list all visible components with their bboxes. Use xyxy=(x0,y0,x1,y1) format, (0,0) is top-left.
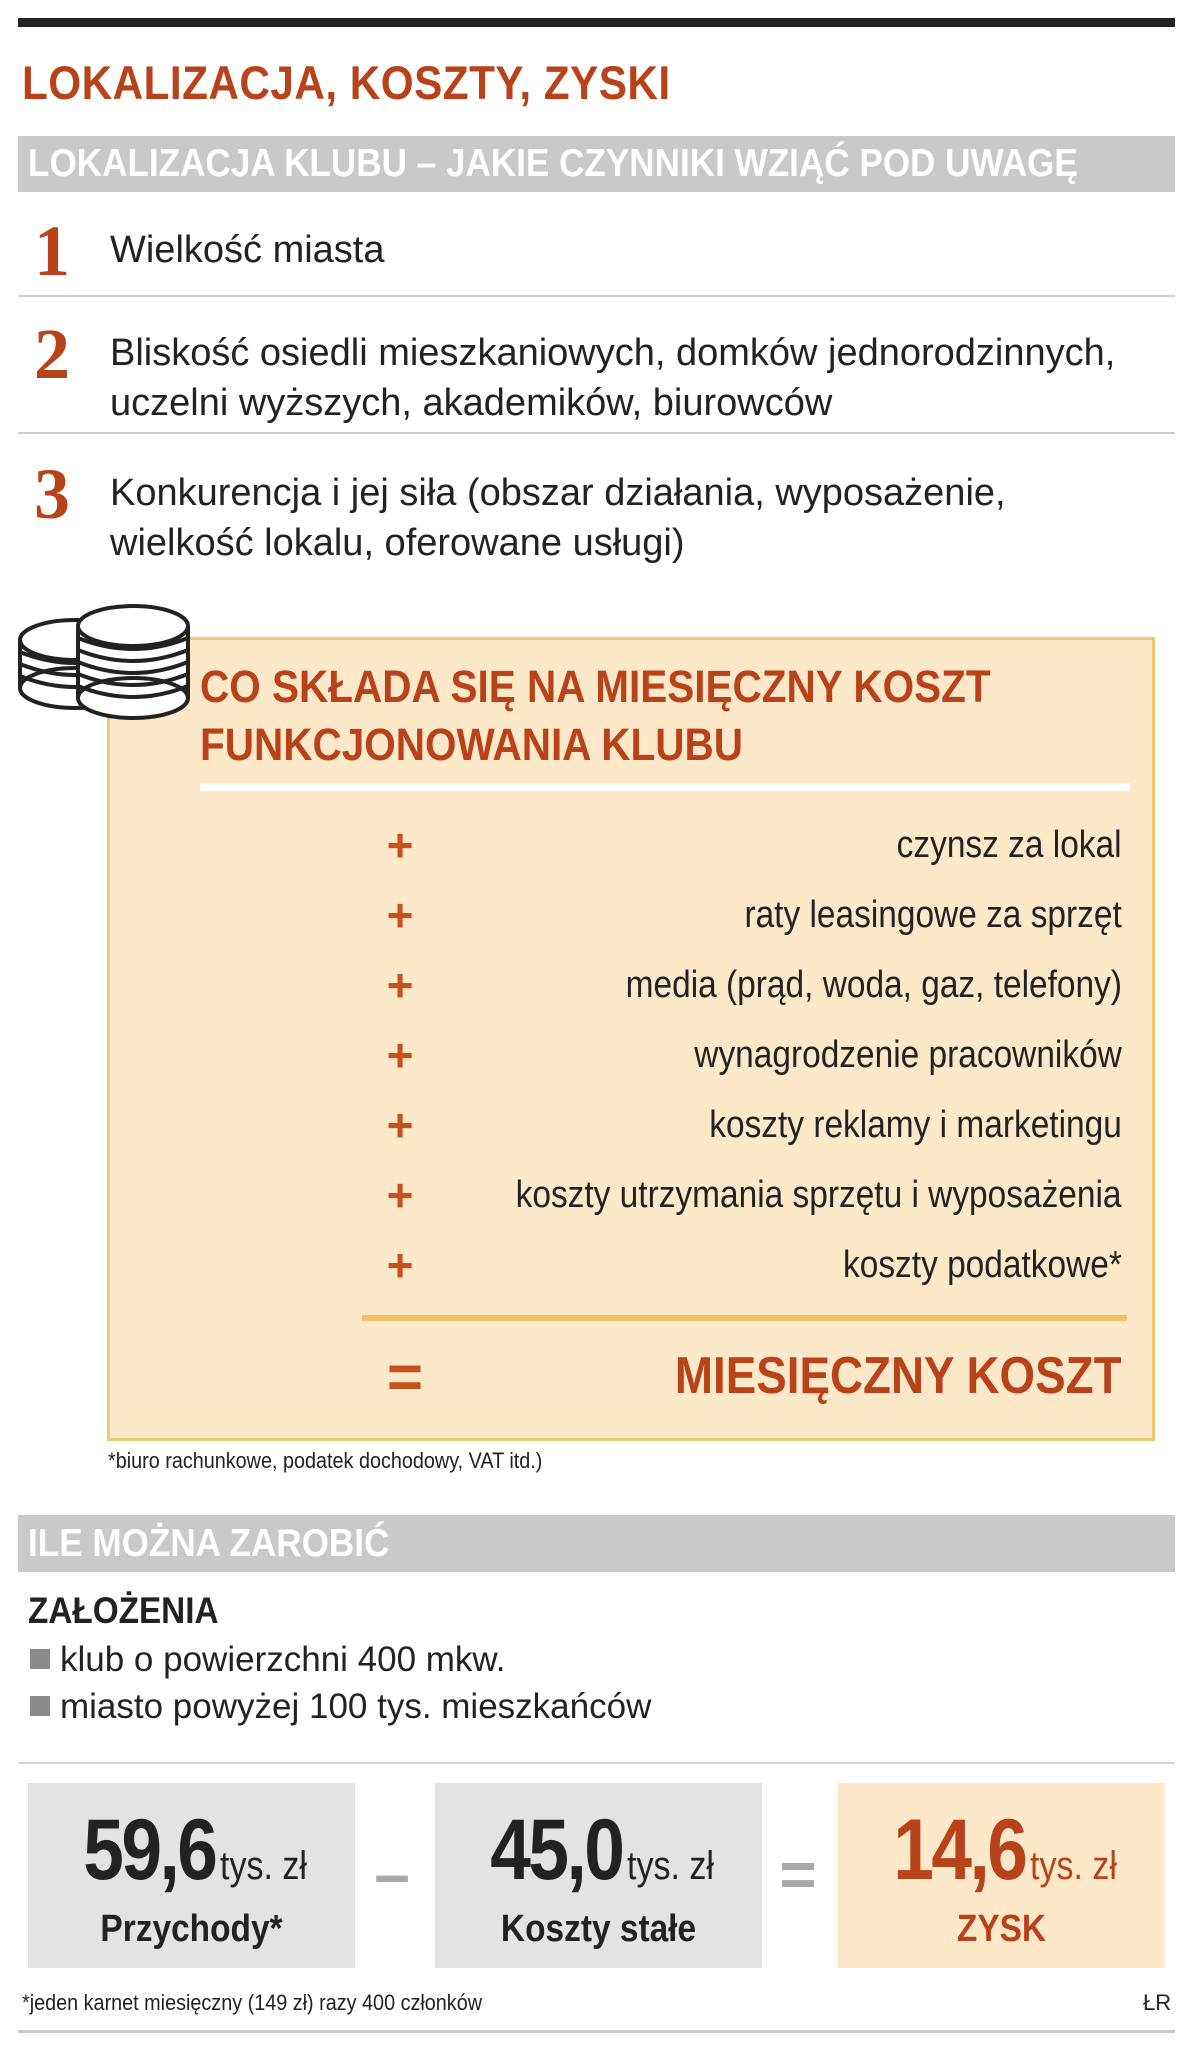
revenue-card xyxy=(28,1783,355,1968)
revenue-unit: tys. zł xyxy=(220,1844,308,1888)
factor-number: 1 xyxy=(34,211,70,291)
author-signature: ŁR xyxy=(1143,1990,1172,2015)
cost-item: raty leasingowe za sprzęt xyxy=(744,894,1122,936)
factor-item xyxy=(18,454,1175,570)
bottom-rule xyxy=(18,2030,1175,2033)
profit-unit: tys. zł xyxy=(1030,1844,1118,1888)
divider xyxy=(18,432,1175,434)
sum-rule xyxy=(362,1315,1127,1321)
factor-text: Bliskość osiedli mieszkaniowych, domków jednorodzinnych, uczelni wyższych, akademików, biurowców xyxy=(110,332,1116,424)
coins-icon xyxy=(14,598,194,738)
plus-icon: + xyxy=(386,1099,414,1151)
equals-icon: = xyxy=(386,1343,424,1412)
plus-icon: + xyxy=(386,959,414,1011)
earnings-footnote: *jeden karnet miesięczny (149 zł) razy 400 członków xyxy=(22,1990,483,2015)
plus-icon: + xyxy=(386,889,414,941)
divider xyxy=(18,295,1175,297)
fixed-costs-value: 45,0 xyxy=(490,1802,623,1898)
assumption-text: miasto powyżej 100 tys. mieszkańców xyxy=(60,1687,652,1726)
factor-number: 2 xyxy=(34,314,70,394)
profit-label: ZYSK xyxy=(956,1908,1047,1950)
divider xyxy=(18,1762,1175,1764)
fixed-costs-label: Koszty stałe xyxy=(500,1908,697,1950)
cost-title-line1: CO SKŁADA SIĘ NA MIESIĘCZNY KOSZT xyxy=(200,661,991,712)
top-rule xyxy=(18,18,1175,27)
earnings-section-heading xyxy=(18,1515,1175,1572)
page-title: LOKALIZACJA, KOSZTY, ZYSKI xyxy=(22,56,671,109)
earnings-section-heading-text: ILE MOŻNA ZAROBIĆ xyxy=(28,1521,390,1565)
fixed-costs-unit: tys. zł xyxy=(627,1844,715,1888)
factor-item xyxy=(18,314,1175,430)
cost-item: czynsz za lokal xyxy=(897,824,1122,866)
divider xyxy=(200,783,1130,791)
fixed-costs-card xyxy=(435,1783,762,1968)
profit-card xyxy=(838,1783,1165,1968)
factor-item xyxy=(18,211,1175,295)
assumption-item xyxy=(30,1687,930,1727)
location-section-heading xyxy=(18,136,1175,192)
factor-number: 3 xyxy=(34,454,70,534)
revenue-value: 59,6 xyxy=(83,1802,216,1898)
plus-icon: + xyxy=(386,1029,414,1081)
square-bullet-icon xyxy=(30,1649,50,1669)
cost-item: koszty reklamy i marketingu xyxy=(709,1104,1122,1146)
cost-item: media (prąd, woda, gaz, telefony) xyxy=(625,964,1122,1006)
plus-icon: + xyxy=(386,1239,414,1291)
assumptions-title: ZAŁOŻENIA xyxy=(28,1590,219,1631)
plus-icon: + xyxy=(386,1169,414,1221)
monthly-cost-total: MIESIĘCZNY KOSZT xyxy=(675,1347,1122,1405)
minus-icon: – xyxy=(374,1838,410,1910)
cost-item: koszty utrzymania sprzętu i wyposażenia xyxy=(516,1174,1122,1216)
cost-title-line2: FUNKCJONOWANIA KLUBU xyxy=(200,719,743,770)
profit-value: 14,6 xyxy=(893,1802,1026,1898)
cost-footnote: *biuro rachunkowe, podatek dochodowy, VAT itd.) xyxy=(108,1448,543,1473)
revenue-label: Przychody* xyxy=(100,1908,283,1950)
assumption-text: klub o powierzchni 400 mkw. xyxy=(60,1640,506,1679)
cost-item: koszty podatkowe* xyxy=(843,1244,1122,1286)
assumption-item xyxy=(30,1640,930,1680)
square-bullet-icon xyxy=(30,1696,50,1716)
factor-text: Konkurencja i jej siła (obszar działania, wyposażenie, wielkość lokalu, oferowane usługi) xyxy=(110,472,1006,564)
cost-title xyxy=(200,658,991,774)
equals-icon: = xyxy=(779,1838,817,1910)
location-section-heading-text: LOKALIZACJA KLUBU – JAKIE CZYNNIKI WZIĄĆ POD UWAGĘ xyxy=(28,142,1078,185)
factor-text: Wielkość miasta xyxy=(110,229,385,271)
plus-icon: + xyxy=(386,819,414,871)
cost-item: wynagrodzenie pracowników xyxy=(694,1034,1122,1076)
